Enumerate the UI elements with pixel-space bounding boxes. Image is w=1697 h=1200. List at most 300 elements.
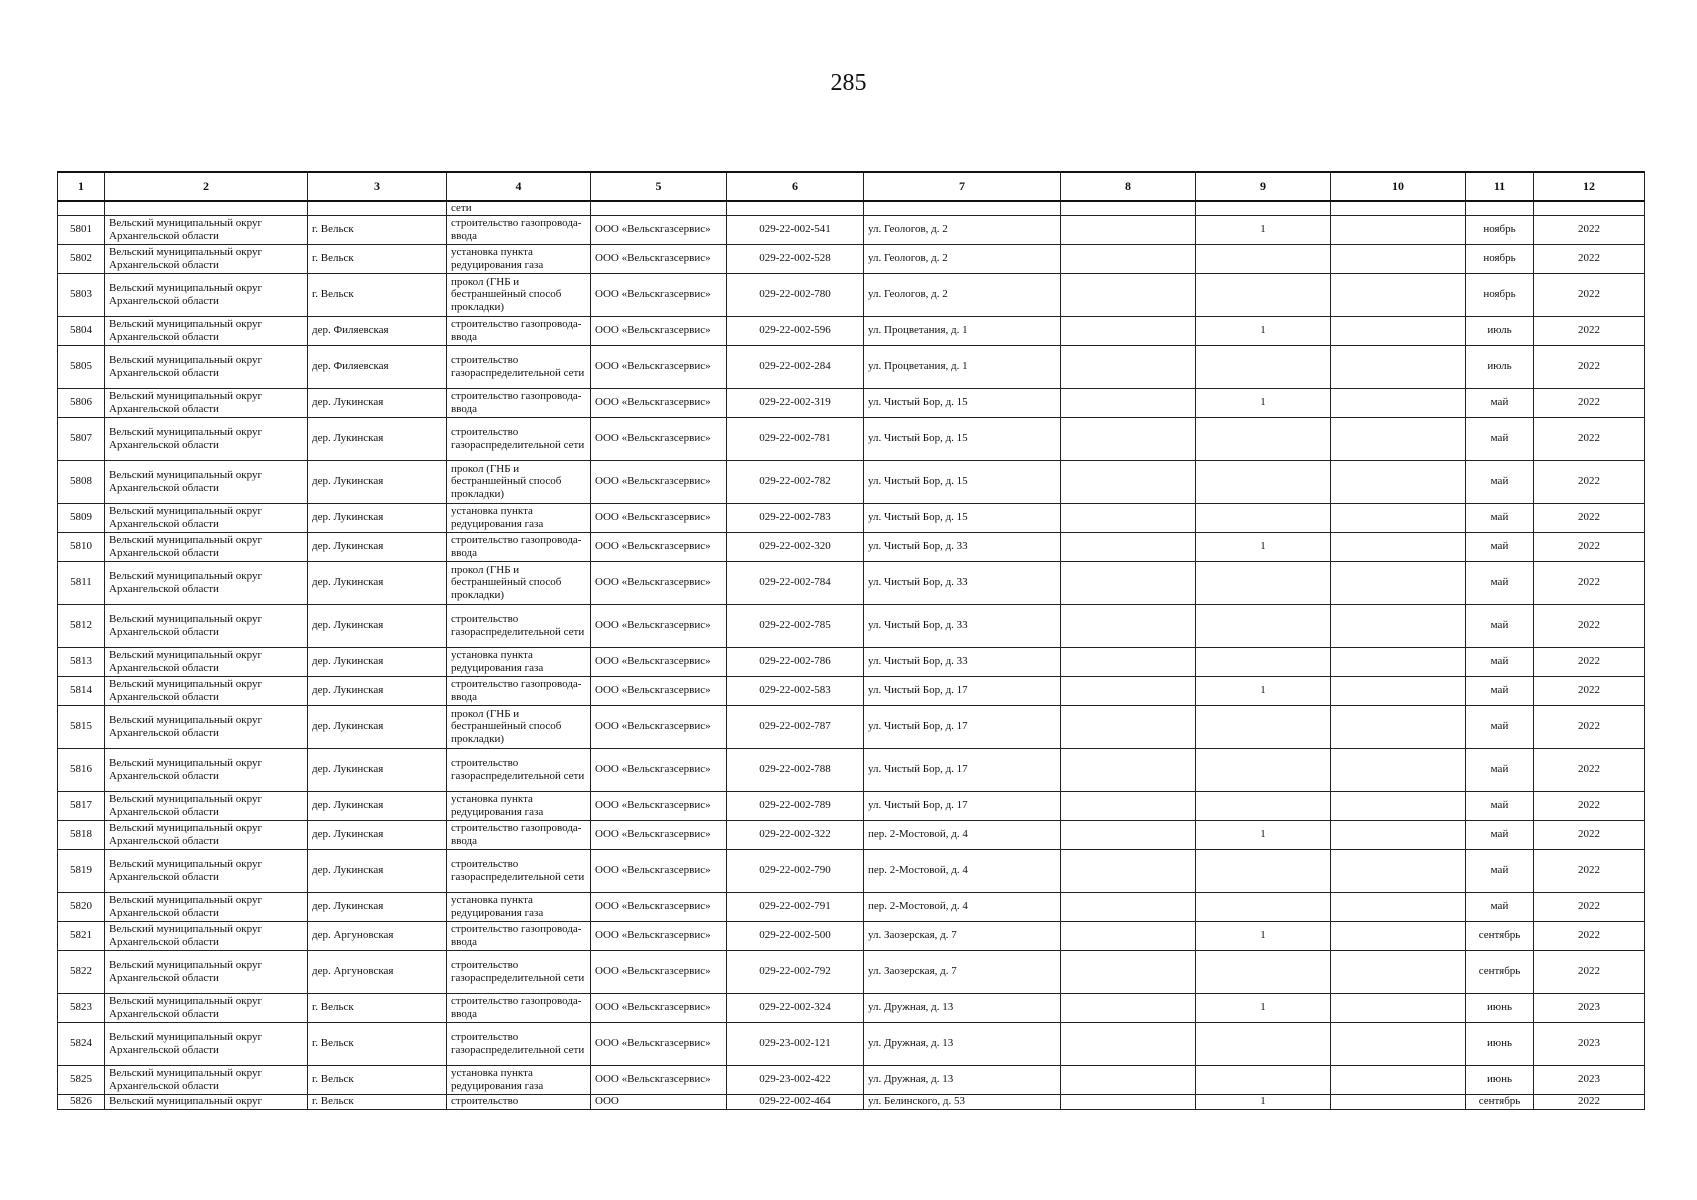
col8-cell bbox=[1061, 604, 1196, 647]
code-cell: 029-22-002-790 bbox=[727, 849, 864, 892]
month-cell: май bbox=[1466, 849, 1534, 892]
col8-cell bbox=[1061, 1094, 1196, 1109]
address-cell: ул. Чистый Бор, д. 15 bbox=[864, 417, 1061, 460]
col8-cell bbox=[1061, 748, 1196, 791]
locality-cell: дер. Лукинская bbox=[308, 417, 447, 460]
col9-cell bbox=[1196, 950, 1331, 993]
page-number: 285 bbox=[830, 70, 867, 96]
year-cell: 2022 bbox=[1534, 892, 1645, 921]
work-type-cell: строительство газопровода-ввода bbox=[447, 388, 591, 417]
month-cell: май bbox=[1466, 604, 1534, 647]
table-row bbox=[58, 950, 1645, 993]
code-cell: 029-23-002-121 bbox=[727, 1022, 864, 1065]
row-number-cell: 5818 bbox=[58, 820, 105, 849]
address-cell: ул. Геологов, д. 2 bbox=[864, 244, 1061, 273]
col9-cell: 1 bbox=[1196, 532, 1331, 561]
col8-cell bbox=[1061, 503, 1196, 532]
cell bbox=[1196, 201, 1331, 215]
code-cell: 029-22-002-583 bbox=[727, 676, 864, 705]
organization-cell: ООО «Вельскгазсервис» bbox=[591, 215, 727, 244]
col10-cell bbox=[1331, 417, 1466, 460]
address-cell: ул. Дружная, д. 13 bbox=[864, 1022, 1061, 1065]
month-cell: май bbox=[1466, 388, 1534, 417]
year-cell: 2023 bbox=[1534, 1065, 1645, 1094]
code-cell: 029-22-002-788 bbox=[727, 748, 864, 791]
code-cell: 029-22-002-783 bbox=[727, 503, 864, 532]
month-cell: ноябрь bbox=[1466, 215, 1534, 244]
code-cell: 029-22-002-319 bbox=[727, 388, 864, 417]
row-number-cell: 5807 bbox=[58, 417, 105, 460]
work-type-cell: строительство газораспределительной сети bbox=[447, 604, 591, 647]
col9-cell: 1 bbox=[1196, 993, 1331, 1022]
table-row bbox=[58, 345, 1645, 388]
col-header-12: 12 bbox=[1534, 172, 1645, 201]
address-cell: ул. Чистый Бор, д. 33 bbox=[864, 532, 1061, 561]
table-row bbox=[58, 503, 1645, 532]
locality-cell: дер. Филяевская bbox=[308, 345, 447, 388]
year-cell: 2022 bbox=[1534, 460, 1645, 503]
row-number-cell: 5801 bbox=[58, 215, 105, 244]
municipality-cell: Вельский муниципальный округ Архангельской области bbox=[105, 244, 308, 273]
code-cell: 029-22-002-320 bbox=[727, 532, 864, 561]
col9-cell bbox=[1196, 561, 1331, 604]
row-number-cell: 5809 bbox=[58, 503, 105, 532]
year-cell: 2022 bbox=[1534, 791, 1645, 820]
locality-cell: г. Вельск bbox=[308, 1065, 447, 1094]
work-type-cell: установка пункта редуцирования газа bbox=[447, 503, 591, 532]
col8-cell bbox=[1061, 820, 1196, 849]
col10-cell bbox=[1331, 244, 1466, 273]
row-number-cell: 5815 bbox=[58, 705, 105, 748]
municipality-cell: Вельский муниципальный округ Архангельской области bbox=[105, 950, 308, 993]
work-type-cell: установка пункта редуцирования газа bbox=[447, 244, 591, 273]
work-type-cell: строительство газопровода-ввода bbox=[447, 532, 591, 561]
col8-cell bbox=[1061, 1065, 1196, 1094]
locality-cell: дер. Лукинская bbox=[308, 388, 447, 417]
address-cell: пер. 2-Мостовой, д. 4 bbox=[864, 892, 1061, 921]
table-row bbox=[58, 417, 1645, 460]
row-number-cell: 5810 bbox=[58, 532, 105, 561]
organization-cell: ООО «Вельскгазсервис» bbox=[591, 388, 727, 417]
table-row bbox=[58, 532, 1645, 561]
work-type-cell: строительство газопровода-ввода bbox=[447, 676, 591, 705]
work-type-cell: установка пункта редуцирования газа bbox=[447, 1065, 591, 1094]
month-cell: июнь bbox=[1466, 993, 1534, 1022]
col9-cell: 1 bbox=[1196, 316, 1331, 345]
address-cell: ул. Чистый Бор, д. 15 bbox=[864, 388, 1061, 417]
address-cell: ул. Геологов, д. 2 bbox=[864, 215, 1061, 244]
table-body bbox=[58, 201, 1645, 1109]
work-type-cell: установка пункта редуцирования газа bbox=[447, 791, 591, 820]
municipality-cell: Вельский муниципальный округ Архангельской области bbox=[105, 676, 308, 705]
table-row bbox=[58, 460, 1645, 503]
code-cell: 029-22-002-787 bbox=[727, 705, 864, 748]
table-row bbox=[58, 993, 1645, 1022]
year-cell: 2022 bbox=[1534, 345, 1645, 388]
work-type-cell: установка пункта редуцирования газа bbox=[447, 647, 591, 676]
month-cell: май bbox=[1466, 417, 1534, 460]
row-number-cell: 5813 bbox=[58, 647, 105, 676]
col8-cell bbox=[1061, 705, 1196, 748]
municipality-cell: Вельский муниципальный округ Архангельской области bbox=[105, 532, 308, 561]
col-header-11: 11 bbox=[1466, 172, 1534, 201]
locality-cell: дер. Лукинская bbox=[308, 705, 447, 748]
organization-cell: ООО «Вельскгазсервис» bbox=[591, 532, 727, 561]
col9-cell bbox=[1196, 1065, 1331, 1094]
col-header-9: 9 bbox=[1196, 172, 1331, 201]
cell bbox=[591, 201, 727, 215]
address-cell: ул. Чистый Бор, д. 17 bbox=[864, 705, 1061, 748]
col-header-5: 5 bbox=[591, 172, 727, 201]
code-cell: 029-22-002-464 bbox=[727, 1094, 864, 1109]
code-cell: 029-22-002-324 bbox=[727, 993, 864, 1022]
col9-cell bbox=[1196, 417, 1331, 460]
year-cell: 2022 bbox=[1534, 705, 1645, 748]
col10-cell bbox=[1331, 460, 1466, 503]
municipality-cell: Вельский муниципальный округ Архангельской области bbox=[105, 561, 308, 604]
municipality-cell: Вельский муниципальный округ Архангельской области bbox=[105, 791, 308, 820]
col9-cell bbox=[1196, 345, 1331, 388]
row-number-cell: 5804 bbox=[58, 316, 105, 345]
col10-cell bbox=[1331, 604, 1466, 647]
table-row bbox=[58, 647, 1645, 676]
address-cell: ул. Процветания, д. 1 bbox=[864, 345, 1061, 388]
month-cell: май bbox=[1466, 647, 1534, 676]
address-cell: ул. Дружная, д. 13 bbox=[864, 993, 1061, 1022]
organization-cell: ООО «Вельскгазсервис» bbox=[591, 561, 727, 604]
municipality-cell: Вельский муниципальный округ Архангельской области bbox=[105, 892, 308, 921]
col8-cell bbox=[1061, 993, 1196, 1022]
row-number-cell: 5820 bbox=[58, 892, 105, 921]
month-cell: май bbox=[1466, 676, 1534, 705]
col10-cell bbox=[1331, 273, 1466, 316]
table-row bbox=[58, 705, 1645, 748]
address-cell: ул. Чистый Бор, д. 33 bbox=[864, 561, 1061, 604]
address-cell: ул. Дружная, д. 13 bbox=[864, 1065, 1061, 1094]
col10-cell bbox=[1331, 676, 1466, 705]
year-cell: 2022 bbox=[1534, 604, 1645, 647]
locality-cell: дер. Аргуновская bbox=[308, 950, 447, 993]
address-cell: пер. 2-Мостовой, д. 4 bbox=[864, 849, 1061, 892]
locality-cell: г. Вельск bbox=[308, 215, 447, 244]
cell bbox=[727, 201, 864, 215]
col10-cell bbox=[1331, 820, 1466, 849]
year-cell: 2022 bbox=[1534, 316, 1645, 345]
month-cell: май bbox=[1466, 532, 1534, 561]
row-number-cell: 5811 bbox=[58, 561, 105, 604]
address-cell: ул. Заозерская, д. 7 bbox=[864, 921, 1061, 950]
month-cell: сентябрь bbox=[1466, 921, 1534, 950]
cell bbox=[105, 201, 308, 215]
table-row bbox=[58, 892, 1645, 921]
table-row bbox=[58, 215, 1645, 244]
work-type-cell: строительство газопровода-ввода bbox=[447, 921, 591, 950]
code-cell: 029-22-002-786 bbox=[727, 647, 864, 676]
locality-cell: г. Вельск bbox=[308, 244, 447, 273]
col10-cell bbox=[1331, 647, 1466, 676]
code-cell: 029-22-002-528 bbox=[727, 244, 864, 273]
continuation-row bbox=[58, 201, 1645, 215]
address-cell: ул. Процветания, д. 1 bbox=[864, 316, 1061, 345]
organization-cell: ООО «Вельскгазсервис» bbox=[591, 676, 727, 705]
table-row bbox=[58, 676, 1645, 705]
month-cell: май bbox=[1466, 705, 1534, 748]
organization-cell: ООО «Вельскгазсервис» bbox=[591, 705, 727, 748]
col-header-6: 6 bbox=[727, 172, 864, 201]
year-cell: 2022 bbox=[1534, 676, 1645, 705]
locality-cell: дер. Лукинская bbox=[308, 503, 447, 532]
code-cell: 029-23-002-422 bbox=[727, 1065, 864, 1094]
table-row bbox=[58, 820, 1645, 849]
col10-cell bbox=[1331, 849, 1466, 892]
work-type-cell: строительство газораспределительной сети bbox=[447, 1022, 591, 1065]
organization-cell: ООО «Вельскгазсервис» bbox=[591, 820, 727, 849]
locality-cell: дер. Лукинская bbox=[308, 647, 447, 676]
locality-cell: г. Вельск bbox=[308, 273, 447, 316]
organization-cell: ООО «Вельскгазсервис» bbox=[591, 417, 727, 460]
month-cell: сентябрь bbox=[1466, 1094, 1534, 1109]
col-header-3: 3 bbox=[308, 172, 447, 201]
work-type-cell: строительство газораспределительной сети bbox=[447, 950, 591, 993]
work-type-cell: строительство газораспределительной сети bbox=[447, 748, 591, 791]
year-cell: 2022 bbox=[1534, 950, 1645, 993]
address-cell: ул. Чистый Бор, д. 33 bbox=[864, 604, 1061, 647]
address-cell: ул. Чистый Бор, д. 17 bbox=[864, 791, 1061, 820]
locality-cell: дер. Лукинская bbox=[308, 532, 447, 561]
col10-cell bbox=[1331, 705, 1466, 748]
locality-cell: дер. Лукинская bbox=[308, 460, 447, 503]
month-cell: июль bbox=[1466, 316, 1534, 345]
row-number-cell: 5806 bbox=[58, 388, 105, 417]
col9-cell bbox=[1196, 892, 1331, 921]
table-row bbox=[58, 316, 1645, 345]
header-row bbox=[58, 172, 1645, 201]
row-number-cell: 5822 bbox=[58, 950, 105, 993]
month-cell: май bbox=[1466, 460, 1534, 503]
code-cell: 029-22-002-782 bbox=[727, 460, 864, 503]
locality-cell: дер. Лукинская bbox=[308, 676, 447, 705]
organization-cell: ООО bbox=[591, 1094, 727, 1109]
municipality-cell: Вельский муниципальный округ Архангельской области bbox=[105, 849, 308, 892]
month-cell: июнь bbox=[1466, 1022, 1534, 1065]
col8-cell bbox=[1061, 950, 1196, 993]
organization-cell: ООО «Вельскгазсервис» bbox=[591, 849, 727, 892]
row-number-cell: 5817 bbox=[58, 791, 105, 820]
col-header-10: 10 bbox=[1331, 172, 1466, 201]
col8-cell bbox=[1061, 676, 1196, 705]
work-type-cell: строительство газопровода-ввода bbox=[447, 820, 591, 849]
organization-cell: ООО «Вельскгазсервис» bbox=[591, 921, 727, 950]
month-cell: ноябрь bbox=[1466, 244, 1534, 273]
address-cell: ул. Заозерская, д. 7 bbox=[864, 950, 1061, 993]
table-row bbox=[58, 561, 1645, 604]
col8-cell bbox=[1061, 244, 1196, 273]
col9-cell bbox=[1196, 604, 1331, 647]
col10-cell bbox=[1331, 791, 1466, 820]
col8-cell bbox=[1061, 1022, 1196, 1065]
work-type-cell: прокол (ГНБ и бестраншейный способ прокладки) bbox=[447, 705, 591, 748]
month-cell: май bbox=[1466, 748, 1534, 791]
table-row bbox=[58, 244, 1645, 273]
table-row bbox=[58, 748, 1645, 791]
col-header-4: 4 bbox=[447, 172, 591, 201]
work-type-cell: строительство газораспределительной сети bbox=[447, 849, 591, 892]
organization-cell: ООО «Вельскгазсервис» bbox=[591, 892, 727, 921]
col8-cell bbox=[1061, 273, 1196, 316]
municipality-cell: Вельский муниципальный округ Архангельской области bbox=[105, 215, 308, 244]
organization-cell: ООО «Вельскгазсервис» bbox=[591, 604, 727, 647]
table-row bbox=[58, 388, 1645, 417]
year-cell: 2022 bbox=[1534, 215, 1645, 244]
organization-cell: ООО «Вельскгазсервис» bbox=[591, 791, 727, 820]
code-cell: 029-22-002-322 bbox=[727, 820, 864, 849]
cell bbox=[308, 201, 447, 215]
col9-cell: 1 bbox=[1196, 676, 1331, 705]
col8-cell bbox=[1061, 849, 1196, 892]
locality-cell: дер. Лукинская bbox=[308, 604, 447, 647]
organization-cell: ООО «Вельскгазсервис» bbox=[591, 503, 727, 532]
col-header-8: 8 bbox=[1061, 172, 1196, 201]
col8-cell bbox=[1061, 892, 1196, 921]
organization-cell: ООО «Вельскгазсервис» bbox=[591, 950, 727, 993]
cell bbox=[58, 201, 105, 215]
locality-cell: дер. Лукинская bbox=[308, 849, 447, 892]
code-cell: 029-22-002-789 bbox=[727, 791, 864, 820]
locality-cell: г. Вельск bbox=[308, 1094, 447, 1109]
col9-cell bbox=[1196, 748, 1331, 791]
col8-cell bbox=[1061, 561, 1196, 604]
municipality-cell: Вельский муниципальный округ Архангельской области bbox=[105, 993, 308, 1022]
organization-cell: ООО «Вельскгазсервис» bbox=[591, 316, 727, 345]
col9-cell: 1 bbox=[1196, 1094, 1331, 1109]
table-row bbox=[58, 849, 1645, 892]
col10-cell bbox=[1331, 532, 1466, 561]
year-cell: 2022 bbox=[1534, 1094, 1645, 1109]
address-cell: ул. Геологов, д. 2 bbox=[864, 273, 1061, 316]
col10-cell bbox=[1331, 1022, 1466, 1065]
col9-cell: 1 bbox=[1196, 215, 1331, 244]
col8-cell bbox=[1061, 316, 1196, 345]
work-type-cell: строительство газопровода-ввода bbox=[447, 316, 591, 345]
municipality-cell: Вельский муниципальный округ Архангельской области bbox=[105, 820, 308, 849]
municipality-cell: Вельский муниципальный округ Архангельской области bbox=[105, 748, 308, 791]
month-cell: май bbox=[1466, 561, 1534, 604]
locality-cell: г. Вельск bbox=[308, 993, 447, 1022]
col9-cell bbox=[1196, 849, 1331, 892]
organization-cell: ООО «Вельскгазсервис» bbox=[591, 1022, 727, 1065]
work-type-cell: строительство газораспределительной сети bbox=[447, 417, 591, 460]
col10-cell bbox=[1331, 388, 1466, 417]
col8-cell bbox=[1061, 215, 1196, 244]
address-cell: ул. Чистый Бор, д. 33 bbox=[864, 647, 1061, 676]
col10-cell bbox=[1331, 561, 1466, 604]
cell bbox=[864, 201, 1061, 215]
row-number-cell: 5819 bbox=[58, 849, 105, 892]
code-cell: 029-22-002-541 bbox=[727, 215, 864, 244]
table-row bbox=[58, 791, 1645, 820]
row-number-cell: 5814 bbox=[58, 676, 105, 705]
code-cell: 029-22-002-785 bbox=[727, 604, 864, 647]
year-cell: 2022 bbox=[1534, 417, 1645, 460]
locality-cell: дер. Лукинская bbox=[308, 791, 447, 820]
municipality-cell: Вельский муниципальный округ Архангельской области bbox=[105, 273, 308, 316]
address-cell: ул. Чистый Бор, д. 17 bbox=[864, 676, 1061, 705]
municipality-cell: Вельский муниципальный округ Архангельской области bbox=[105, 921, 308, 950]
locality-cell: дер. Филяевская bbox=[308, 316, 447, 345]
municipality-cell: Вельский муниципальный округ Архангельской области bbox=[105, 503, 308, 532]
col10-cell bbox=[1331, 316, 1466, 345]
work-type-cell: строительство газораспределительной сети bbox=[447, 345, 591, 388]
col9-cell bbox=[1196, 705, 1331, 748]
year-cell: 2022 bbox=[1534, 388, 1645, 417]
col10-cell bbox=[1331, 892, 1466, 921]
col-header-1: 1 bbox=[58, 172, 105, 201]
col9-cell bbox=[1196, 460, 1331, 503]
row-number-cell: 5823 bbox=[58, 993, 105, 1022]
code-cell: 029-22-002-596 bbox=[727, 316, 864, 345]
col10-cell bbox=[1331, 215, 1466, 244]
address-cell: пер. 2-Мостовой, д. 4 bbox=[864, 820, 1061, 849]
col8-cell bbox=[1061, 460, 1196, 503]
year-cell: 2022 bbox=[1534, 647, 1645, 676]
code-cell: 029-22-002-784 bbox=[727, 561, 864, 604]
code-cell: 029-22-002-781 bbox=[727, 417, 864, 460]
municipality-cell: Вельский муниципальный округ bbox=[105, 1094, 308, 1109]
municipality-cell: Вельский муниципальный округ Архангельской области bbox=[105, 345, 308, 388]
col8-cell bbox=[1061, 345, 1196, 388]
municipality-cell: Вельский муниципальный округ Архангельской области bbox=[105, 460, 308, 503]
table-row bbox=[58, 604, 1645, 647]
col8-cell bbox=[1061, 647, 1196, 676]
col9-cell: 1 bbox=[1196, 921, 1331, 950]
work-type-cell: прокол (ГНБ и бестраншейный способ прокладки) bbox=[447, 460, 591, 503]
work-type-cell: установка пункта редуцирования газа bbox=[447, 892, 591, 921]
locality-cell: дер. Лукинская bbox=[308, 892, 447, 921]
table-row bbox=[58, 1065, 1645, 1094]
col10-cell bbox=[1331, 950, 1466, 993]
municipality-cell: Вельский муниципальный округ Архангельской области bbox=[105, 604, 308, 647]
work-type-cell: строительство газопровода-ввода bbox=[447, 993, 591, 1022]
municipality-cell: Вельский муниципальный округ Архангельской области bbox=[105, 647, 308, 676]
year-cell: 2022 bbox=[1534, 921, 1645, 950]
col-header-2: 2 bbox=[105, 172, 308, 201]
col10-cell bbox=[1331, 345, 1466, 388]
locality-cell: дер. Лукинская bbox=[308, 820, 447, 849]
year-cell: 2022 bbox=[1534, 532, 1645, 561]
col9-cell bbox=[1196, 647, 1331, 676]
month-cell: сентябрь bbox=[1466, 950, 1534, 993]
col10-cell bbox=[1331, 1065, 1466, 1094]
month-cell: май bbox=[1466, 503, 1534, 532]
col9-cell bbox=[1196, 791, 1331, 820]
organization-cell: ООО «Вельскгазсервис» bbox=[591, 1065, 727, 1094]
row-number-cell: 5808 bbox=[58, 460, 105, 503]
col9-cell bbox=[1196, 244, 1331, 273]
organization-cell: ООО «Вельскгазсервис» bbox=[591, 273, 727, 316]
year-cell: 2022 bbox=[1534, 273, 1645, 316]
col10-cell bbox=[1331, 1094, 1466, 1109]
col9-cell: 1 bbox=[1196, 820, 1331, 849]
municipality-cell: Вельский муниципальный округ Архангельской области bbox=[105, 1022, 308, 1065]
code-cell: 029-22-002-780 bbox=[727, 273, 864, 316]
year-cell: 2022 bbox=[1534, 503, 1645, 532]
table-row bbox=[58, 921, 1645, 950]
table-row bbox=[58, 1094, 1645, 1109]
row-number-cell: 5826 bbox=[58, 1094, 105, 1109]
locality-cell: дер. Аргуновская bbox=[308, 921, 447, 950]
col10-cell bbox=[1331, 921, 1466, 950]
locality-cell: дер. Лукинская bbox=[308, 561, 447, 604]
